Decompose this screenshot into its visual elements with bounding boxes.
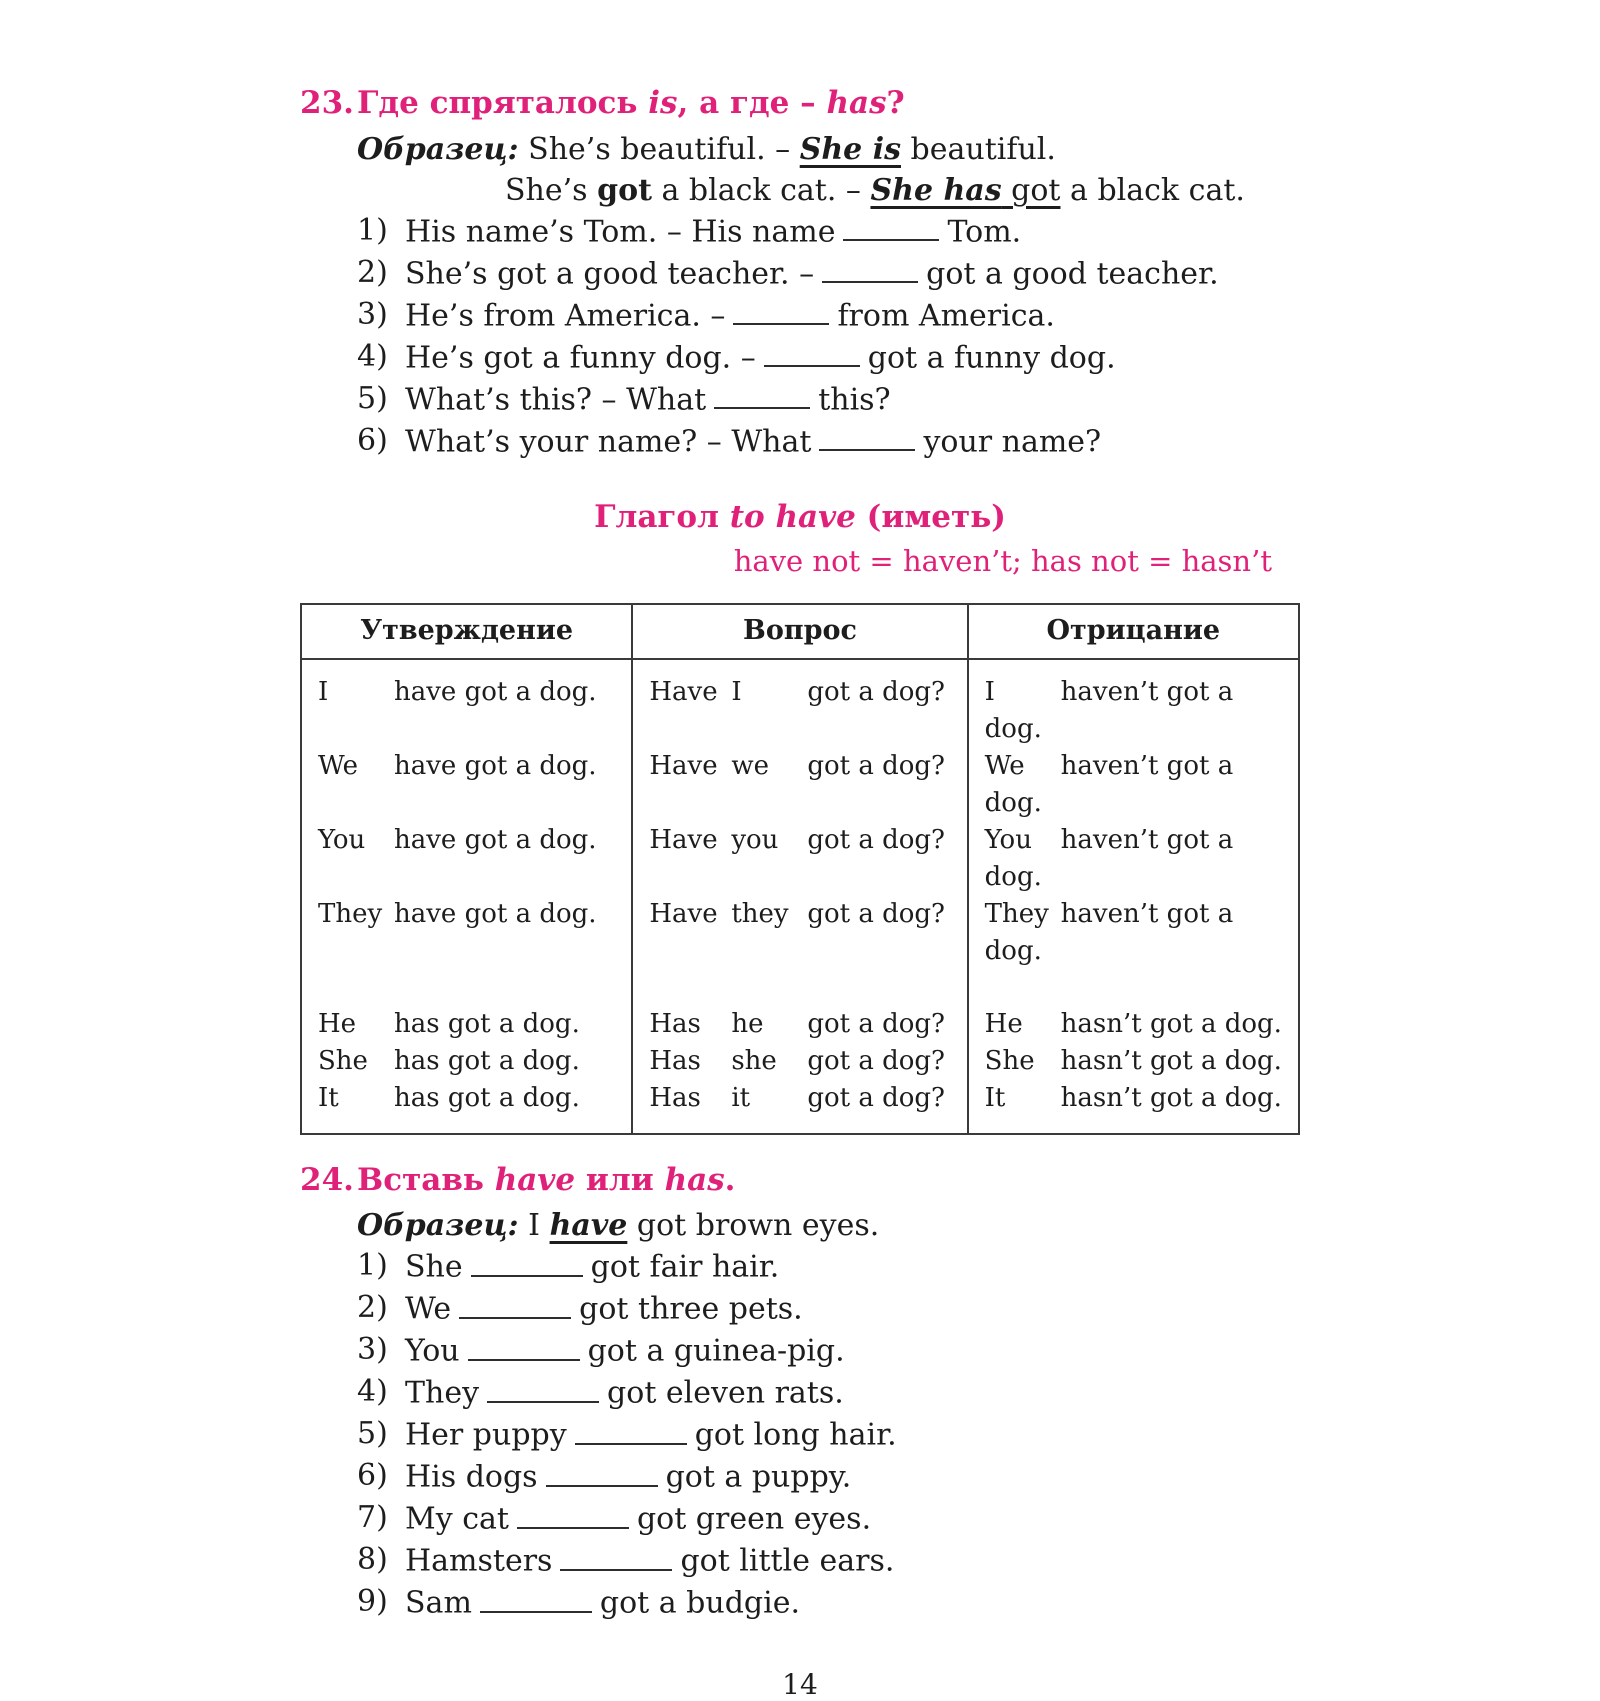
pronoun: I: [318, 676, 329, 707]
title-text: Вставь: [357, 1161, 495, 1198]
phrase: hasn’t got a dog.: [1060, 1082, 1282, 1113]
phrase: haven’t got a dog.: [984, 898, 1234, 966]
example-answer-underlined: She has: [870, 172, 1002, 208]
page-number: 14: [782, 1668, 818, 1701]
title-text: Где спряталось: [357, 85, 649, 121]
item-text: [405, 337, 1116, 379]
section-subtitle: have not = haven’t; has not = hasn’t: [733, 543, 1272, 578]
cell-affirmative: [301, 1043, 632, 1080]
item-post: got eleven rats.: [607, 1375, 844, 1411]
item-number: 6): [357, 1458, 388, 1494]
title-text: или: [575, 1161, 665, 1198]
cell-question: [632, 822, 967, 896]
item-text: [405, 295, 1055, 337]
verb: Has: [649, 1008, 701, 1039]
item-post: got a funny dog.: [867, 340, 1116, 376]
example-text: I: [518, 1208, 550, 1244]
phrase: got a dog?: [807, 1045, 945, 1076]
exercise-24-number: 24.: [300, 1161, 354, 1198]
phrase: have got a dog.: [394, 750, 597, 781]
item-text: [405, 421, 1101, 463]
cell-affirmative: [301, 1080, 632, 1134]
pronoun: You: [984, 824, 1032, 855]
exercise-23-item: [357, 211, 1300, 253]
item-post: from America.: [837, 298, 1055, 334]
fill-blank: [468, 1330, 580, 1361]
item-text: [405, 1288, 803, 1330]
item-number: 8): [357, 1542, 388, 1578]
item-text: [405, 1456, 851, 1498]
item-number: 5): [357, 1416, 388, 1452]
item-text: [405, 1540, 894, 1582]
item-post: got fair hair.: [590, 1249, 780, 1285]
exercise-24-item: [357, 1498, 1300, 1540]
pronoun: He: [318, 1008, 357, 1039]
item-post: got three pets.: [579, 1291, 803, 1327]
empty-cell: [301, 970, 632, 1006]
cell-question: [632, 659, 967, 748]
pronoun: you: [731, 824, 779, 855]
pronoun: We: [984, 750, 1025, 781]
item-pre: She: [405, 1249, 463, 1285]
cell-affirmative: [301, 659, 632, 748]
have-conjugation-table: [300, 603, 1300, 1135]
exercise-24-item: [357, 1246, 1300, 1288]
page-content: [300, 0, 1300, 1701]
column-header-affirmation: Утверждение: [301, 604, 632, 659]
exercise-24-item: [357, 1540, 1300, 1582]
exercise-23-item: [357, 421, 1300, 463]
pronoun: we: [731, 750, 769, 781]
phrase: got a dog?: [807, 1008, 945, 1039]
phrase: got a dog?: [807, 824, 945, 855]
exercise-23-number: 23.: [300, 85, 354, 121]
exercise-23-title: [357, 84, 905, 123]
item-number: 2): [357, 1290, 388, 1326]
exercise-24-item: [357, 1456, 1300, 1498]
exercise-24-item: [357, 1288, 1300, 1330]
cell-question: [632, 1006, 967, 1043]
cell-question: [632, 896, 967, 970]
item-text: [405, 1246, 779, 1288]
item-text: [405, 1330, 845, 1372]
item-pre: My cat: [405, 1501, 509, 1537]
table-row: [301, 1006, 1299, 1043]
example-text: She’s: [505, 172, 598, 208]
phrase: haven’t got a dog.: [984, 676, 1234, 744]
table-row: [301, 659, 1299, 748]
fill-blank: [471, 1246, 583, 1277]
exercise-24-item: [357, 1414, 1300, 1456]
verb: Has: [649, 1082, 701, 1113]
example-answer-underlined: She is: [799, 131, 901, 167]
fill-blank: [843, 211, 939, 242]
verb: Have: [649, 750, 718, 781]
exercise-23-example-line-2: [505, 170, 1300, 211]
exercise-24-item: [357, 1372, 1300, 1414]
item-number: 9): [357, 1584, 388, 1620]
item-pre: Hamsters: [405, 1543, 553, 1579]
pronoun: We: [318, 750, 358, 781]
title-text: , а где –: [677, 85, 827, 121]
pronoun: He: [984, 1008, 1023, 1039]
title-text: ?: [886, 85, 905, 121]
item-pre: Her puppy: [405, 1417, 567, 1453]
verb: Have: [649, 676, 718, 707]
pronoun: they: [731, 898, 789, 929]
example-label: Образец:: [357, 1208, 519, 1244]
cell-negative: [968, 896, 1299, 970]
item-pre: He’s from America. –: [405, 298, 726, 334]
exercise-23-item: [357, 295, 1300, 337]
item-text: [405, 379, 891, 421]
exercise-23-item: [357, 379, 1300, 421]
item-number: 1): [357, 1248, 388, 1284]
cell-affirmative: [301, 1006, 632, 1043]
item-text: [405, 211, 1021, 253]
pronoun: it: [731, 1082, 751, 1113]
fill-blank: [733, 295, 829, 326]
exercise-23-example-line-1: [357, 129, 1300, 170]
fill-blank: [575, 1414, 687, 1445]
cell-negative: [968, 748, 1299, 822]
item-text: [405, 1498, 871, 1540]
cell-question: [632, 1043, 967, 1080]
table-header-row: [301, 604, 1299, 659]
pronoun: It: [984, 1082, 1006, 1113]
item-post: this?: [818, 382, 891, 418]
item-pre: He’s got a funny dog. –: [405, 340, 756, 376]
pronoun: You: [318, 824, 366, 855]
fill-blank: [764, 337, 860, 368]
example-word-got-underlined: got: [1001, 172, 1061, 208]
column-header-question: Вопрос: [632, 604, 967, 659]
pronoun: They: [318, 898, 383, 929]
section-title-text: Глагол: [594, 498, 730, 535]
example-text: She’s beautiful. –: [518, 131, 800, 167]
exercise-24-example: [357, 1205, 1300, 1246]
item-text: [405, 1582, 800, 1624]
exercise-23-item: [357, 337, 1300, 379]
item-pre: What’s your name? – What: [405, 424, 812, 460]
item-pre: What’s this? – What: [405, 382, 707, 418]
item-number: 3): [357, 1332, 388, 1368]
item-post: got a puppy.: [665, 1459, 852, 1495]
item-post: got a guinea-pig.: [587, 1333, 845, 1369]
phrase: have got a dog.: [394, 676, 597, 707]
title-word-has: has: [826, 85, 887, 121]
fill-blank: [459, 1288, 571, 1319]
item-text: [405, 1372, 844, 1414]
column-header-negation: Отрицание: [968, 604, 1299, 659]
cell-negative: [968, 1043, 1299, 1080]
empty-cell: [968, 970, 1299, 1006]
item-post: got long hair.: [694, 1417, 897, 1453]
pronoun: She: [318, 1045, 368, 1076]
fill-blank: [714, 379, 810, 410]
item-text: [405, 1414, 897, 1456]
fill-blank: [822, 253, 918, 284]
exercise-24-item: [357, 1582, 1300, 1624]
example-word-got: got: [597, 172, 652, 208]
item-pre: They: [405, 1375, 480, 1411]
phrase: has got a dog.: [394, 1045, 580, 1076]
item-post: got green eyes.: [636, 1501, 872, 1537]
pronoun: It: [318, 1082, 339, 1113]
example-text: got brown eyes.: [627, 1208, 880, 1244]
phrase: haven’t got a dog.: [984, 824, 1234, 892]
phrase: have got a dog.: [394, 824, 597, 855]
cell-affirmative: [301, 822, 632, 896]
pronoun: They: [984, 898, 1049, 929]
section-title-to-have: to have: [729, 498, 856, 535]
item-pre: We: [405, 1291, 452, 1327]
cell-question: [632, 1080, 967, 1134]
section-title-text: (иметь): [855, 498, 1006, 535]
cell-negative: [968, 822, 1299, 896]
cell-affirmative: [301, 748, 632, 822]
item-number: 3): [357, 296, 388, 332]
item-pre: She’s got a good teacher. –: [405, 256, 815, 292]
table-row: [301, 748, 1299, 822]
item-number: 4): [357, 338, 388, 374]
item-pre: His name’s Tom. – His name: [405, 214, 836, 250]
phrase: has got a dog.: [394, 1082, 580, 1113]
item-pre: You: [405, 1333, 460, 1369]
pronoun: he: [731, 1008, 764, 1039]
example-answer-underlined: have: [549, 1208, 628, 1244]
empty-cell: [632, 970, 967, 1006]
verb: Have: [649, 898, 718, 929]
cell-negative: [968, 1006, 1299, 1043]
title-text: .: [724, 1161, 736, 1198]
fill-blank: [819, 421, 915, 452]
phrase: haven’t got a dog.: [984, 750, 1234, 818]
section-title: [300, 499, 1300, 536]
item-text: [405, 253, 1219, 295]
fill-blank: [487, 1372, 599, 1403]
exercise-24-item: [357, 1330, 1300, 1372]
item-post: got little ears.: [680, 1543, 895, 1579]
item-number: 2): [357, 254, 388, 290]
item-pre: Sam: [405, 1585, 472, 1621]
example-text: a black cat. –: [651, 172, 871, 208]
phrase: got a dog?: [807, 898, 945, 929]
item-post: your name?: [923, 424, 1102, 460]
phrase: got a dog?: [807, 676, 945, 707]
fill-blank: [480, 1582, 592, 1613]
item-post: Tom.: [947, 214, 1022, 250]
item-pre: His dogs: [405, 1459, 538, 1495]
exercise-23-item: [357, 253, 1300, 295]
item-post: got a budgie.: [599, 1585, 800, 1621]
verb: Have: [649, 824, 718, 855]
cell-affirmative: [301, 896, 632, 970]
title-word-is: is: [648, 85, 678, 121]
cell-negative: [968, 659, 1299, 748]
item-number: 4): [357, 1374, 388, 1410]
item-number: 7): [357, 1500, 388, 1536]
phrase: got a dog?: [807, 1082, 945, 1113]
cell-negative: [968, 1080, 1299, 1134]
table-row: [301, 1043, 1299, 1080]
item-number: 1): [357, 212, 388, 248]
exercise-23-header: [300, 84, 1300, 123]
title-word-has: has: [664, 1161, 725, 1198]
item-post: got a good teacher.: [926, 256, 1219, 292]
table-row: [301, 822, 1299, 896]
item-number: 6): [357, 422, 388, 458]
exercise-24-title: [357, 1161, 735, 1200]
table-row: [301, 896, 1299, 970]
table-spacer-row: [301, 970, 1299, 1006]
phrase: hasn’t got a dog.: [1060, 1045, 1282, 1076]
phrase: got a dog?: [807, 750, 945, 781]
fill-blank: [560, 1540, 672, 1571]
pronoun: She: [984, 1045, 1035, 1076]
item-number: 5): [357, 380, 388, 416]
phrase: has got a dog.: [394, 1008, 580, 1039]
cell-question: [632, 748, 967, 822]
verb: Has: [649, 1045, 701, 1076]
table-row: [301, 1080, 1299, 1134]
example-text: beautiful.: [901, 131, 1056, 167]
example-label: Образец:: [357, 131, 519, 167]
title-word-have: have: [494, 1161, 576, 1198]
fill-blank: [517, 1498, 629, 1529]
exercise-24-header: [300, 1161, 1300, 1200]
pronoun: I: [984, 676, 995, 707]
fill-blank: [546, 1456, 658, 1487]
phrase: hasn’t got a dog.: [1060, 1008, 1282, 1039]
pronoun: I: [731, 676, 742, 707]
example-text: a black cat.: [1060, 172, 1245, 208]
phrase: have got a dog.: [394, 898, 597, 929]
pronoun: she: [731, 1045, 777, 1076]
